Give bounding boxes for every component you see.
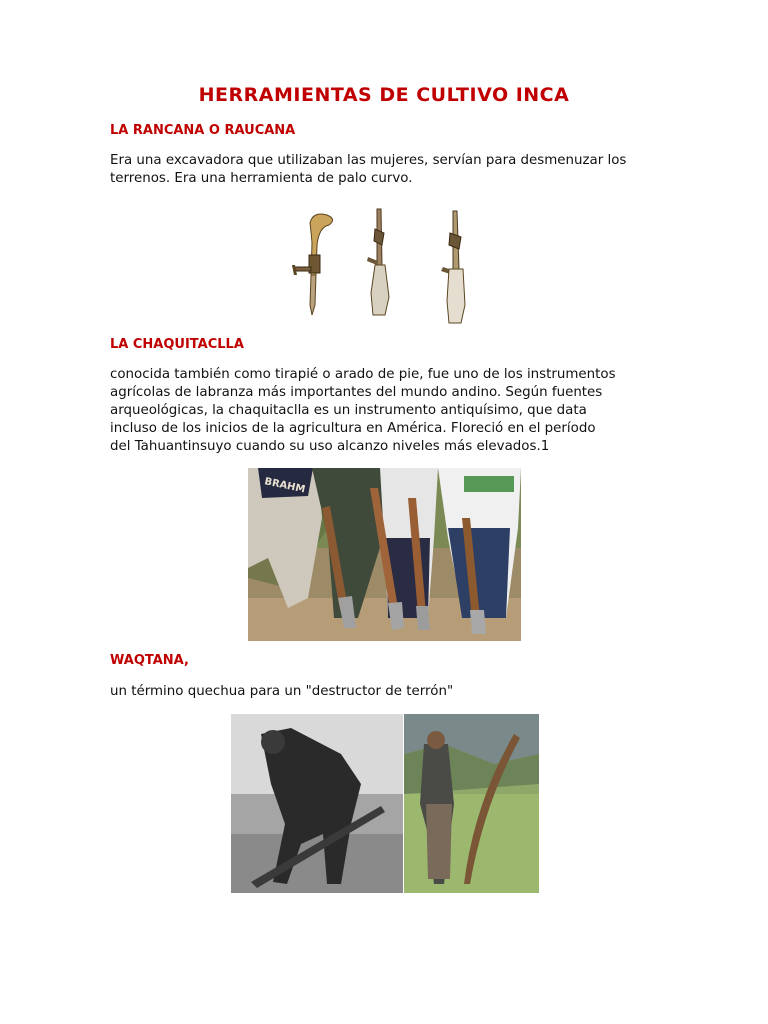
- section-heading-rancana: LA RANCANA O RAUCANA: [110, 123, 296, 138]
- text-line: agrícolas de labranza más importantes del mundo andino. Según fuentes: [110, 385, 603, 400]
- section-text-rancana: [110, 152, 626, 188]
- text-line: conocida también como tirapié o arado de pie, fue uno de los instrumentos: [110, 367, 616, 382]
- text-line: arqueológicas, la chaquitaclla es un instrumento antiquísimo, que data: [110, 403, 587, 418]
- shirt-print-text: BRAHM: [263, 476, 307, 496]
- waqtana-photo-historic: [231, 714, 403, 893]
- section-heading-waqtana: WAQTANA,: [110, 653, 189, 668]
- curved-tool-drawing: [292, 214, 333, 315]
- straight-tool-drawing: [367, 209, 389, 315]
- text-line: terrenos. Era una herramienta de palo curvo.: [110, 171, 413, 186]
- text-line: incluso de los inicios de la agricultura en América. Floreció en el período: [110, 421, 596, 436]
- section-text-waqtana: [110, 683, 453, 701]
- rancana-tools-illustration: [285, 205, 480, 327]
- text-line: Era una excavadora que utilizaban las mujeres, servían para desmenuzar los: [110, 153, 627, 168]
- stone-tool-drawing: [441, 211, 465, 323]
- section-heading-chaquitaclla: LA CHAQUITACLLA: [110, 337, 244, 352]
- section-text-chaquitaclla: [110, 366, 616, 456]
- text-line: del Tahuantinsuyo cuando su uso alcanzo niveles más elevados.1: [110, 439, 550, 454]
- page-title: HERRAMIENTAS DE CULTIVO INCA: [198, 84, 570, 106]
- text-line: un término quechua para un "destructor de terrón": [110, 684, 454, 699]
- chaquitaclla-photo: [248, 468, 521, 641]
- waqtana-photo-modern: [404, 714, 539, 893]
